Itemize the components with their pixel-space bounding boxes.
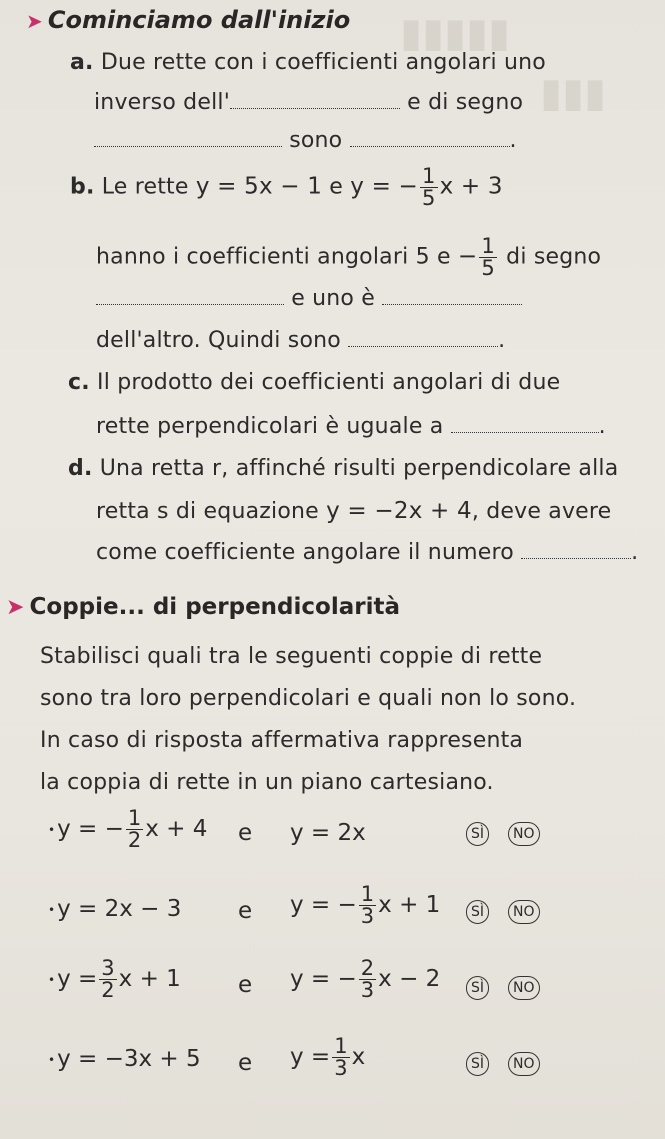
no-option[interactable]: NO <box>508 900 540 924</box>
no-option[interactable]: NO <box>508 1052 540 1076</box>
yes-option[interactable]: SÌ <box>466 822 489 846</box>
yes-option[interactable]: SÌ <box>466 900 489 924</box>
pair-right-equation: y = − $\frac{2}{3}$ x − 2 <box>290 956 441 1002</box>
section1-title: Cominciamo dall'inizio <box>47 6 351 34</box>
pair-conjunction: e <box>238 820 253 846</box>
answer-blank[interactable] <box>348 328 498 347</box>
fraction: $\frac{1}{5}$ <box>422 164 436 210</box>
item-a-line1: a. Due rette con i coefficienti angolari uno <box>70 50 546 75</box>
equation: y = 5x − 1 <box>195 173 323 200</box>
answer-blank[interactable] <box>521 540 631 559</box>
section1-header <box>26 6 350 34</box>
section2-intro-line: la coppia di rette in un piano cartesiano. <box>40 770 494 795</box>
item-d-line1: d. Una retta r, affinché risulti perpendicolare alla <box>68 456 619 481</box>
pair-conjunction: e <box>238 972 253 998</box>
yes-option[interactable]: SÌ <box>466 976 489 1000</box>
pair-left-equation: •y = $\frac{3}{2}$ x + 1 <box>48 956 181 1002</box>
item-b-line3: e uno è <box>96 286 522 311</box>
item-d-line2: retta s di equazione y = −2x + 4, deve avere <box>96 498 612 524</box>
answer-blank[interactable] <box>451 414 599 433</box>
item-d-line3: come coefficiente angolare il numero . <box>96 540 639 565</box>
item-c-line2: rette perpendicolari è uguale a . <box>96 414 606 439</box>
section2-intro-line: Stabilisci quali tra le seguenti coppie di rette <box>40 644 543 669</box>
exercise-arrow-icon: ➤ <box>26 9 43 33</box>
pair-left-equation: •y = 2x − 3 <box>48 896 182 922</box>
answer-blank[interactable] <box>94 128 282 147</box>
answer-blank[interactable] <box>350 128 510 147</box>
no-option[interactable]: NO <box>508 976 540 1000</box>
section2-intro-line: sono tra loro perpendicolari e quali non lo sono. <box>40 686 577 711</box>
pair-right-equation: y = − $\frac{1}{3}$ x + 1 <box>290 882 441 928</box>
item-a-line2: inverso dell' e di segno <box>94 90 524 115</box>
pair-right-equation: y = 2x <box>290 820 366 846</box>
item-a-line3: sono . <box>94 128 517 153</box>
pair-right-equation: y = $\frac{1}{3}$ x <box>290 1034 366 1080</box>
fraction: $\frac{1}{5}$ <box>481 234 495 280</box>
pair-conjunction: e <box>238 898 253 924</box>
answer-blank[interactable] <box>230 90 400 109</box>
pair-conjunction: e <box>238 1050 253 1076</box>
item-c-line1: c. Il prodotto dei coefficienti angolari di due <box>68 370 561 395</box>
exercise-arrow-icon: ➤ <box>6 595 25 620</box>
show-through-text: ▮▮▮▮▮ <box>400 10 511 56</box>
show-through-text: ▮▮▮ <box>540 70 607 116</box>
yes-option[interactable]: SÌ <box>466 1052 489 1076</box>
pair-left-equation: •y = − $\frac{1}{2}$ x + 4 <box>48 806 208 852</box>
no-option[interactable]: NO <box>508 822 540 846</box>
section2-header <box>6 594 400 620</box>
pair-left-equation: •y = −3x + 5 <box>48 1046 201 1072</box>
item-b-line4: dell'altro. Quindi sono . <box>96 328 506 353</box>
section2-title: Coppie... di perpendicolarità <box>29 594 400 620</box>
item-b-line2: hanno i coefficienti angolari 5 e − $\frac{1}{5}$ di segno <box>96 234 602 280</box>
answer-blank[interactable] <box>96 286 284 305</box>
section2-intro-line: In caso di risposta affermativa rappresenta <box>40 728 524 753</box>
answer-blank[interactable] <box>382 286 522 305</box>
equation: y = −2x + 4 <box>326 498 472 524</box>
item-b-line1: b. Le rette y = 5x − 1 e y = − $\frac{1}{5}$ x + 3 <box>70 164 503 210</box>
